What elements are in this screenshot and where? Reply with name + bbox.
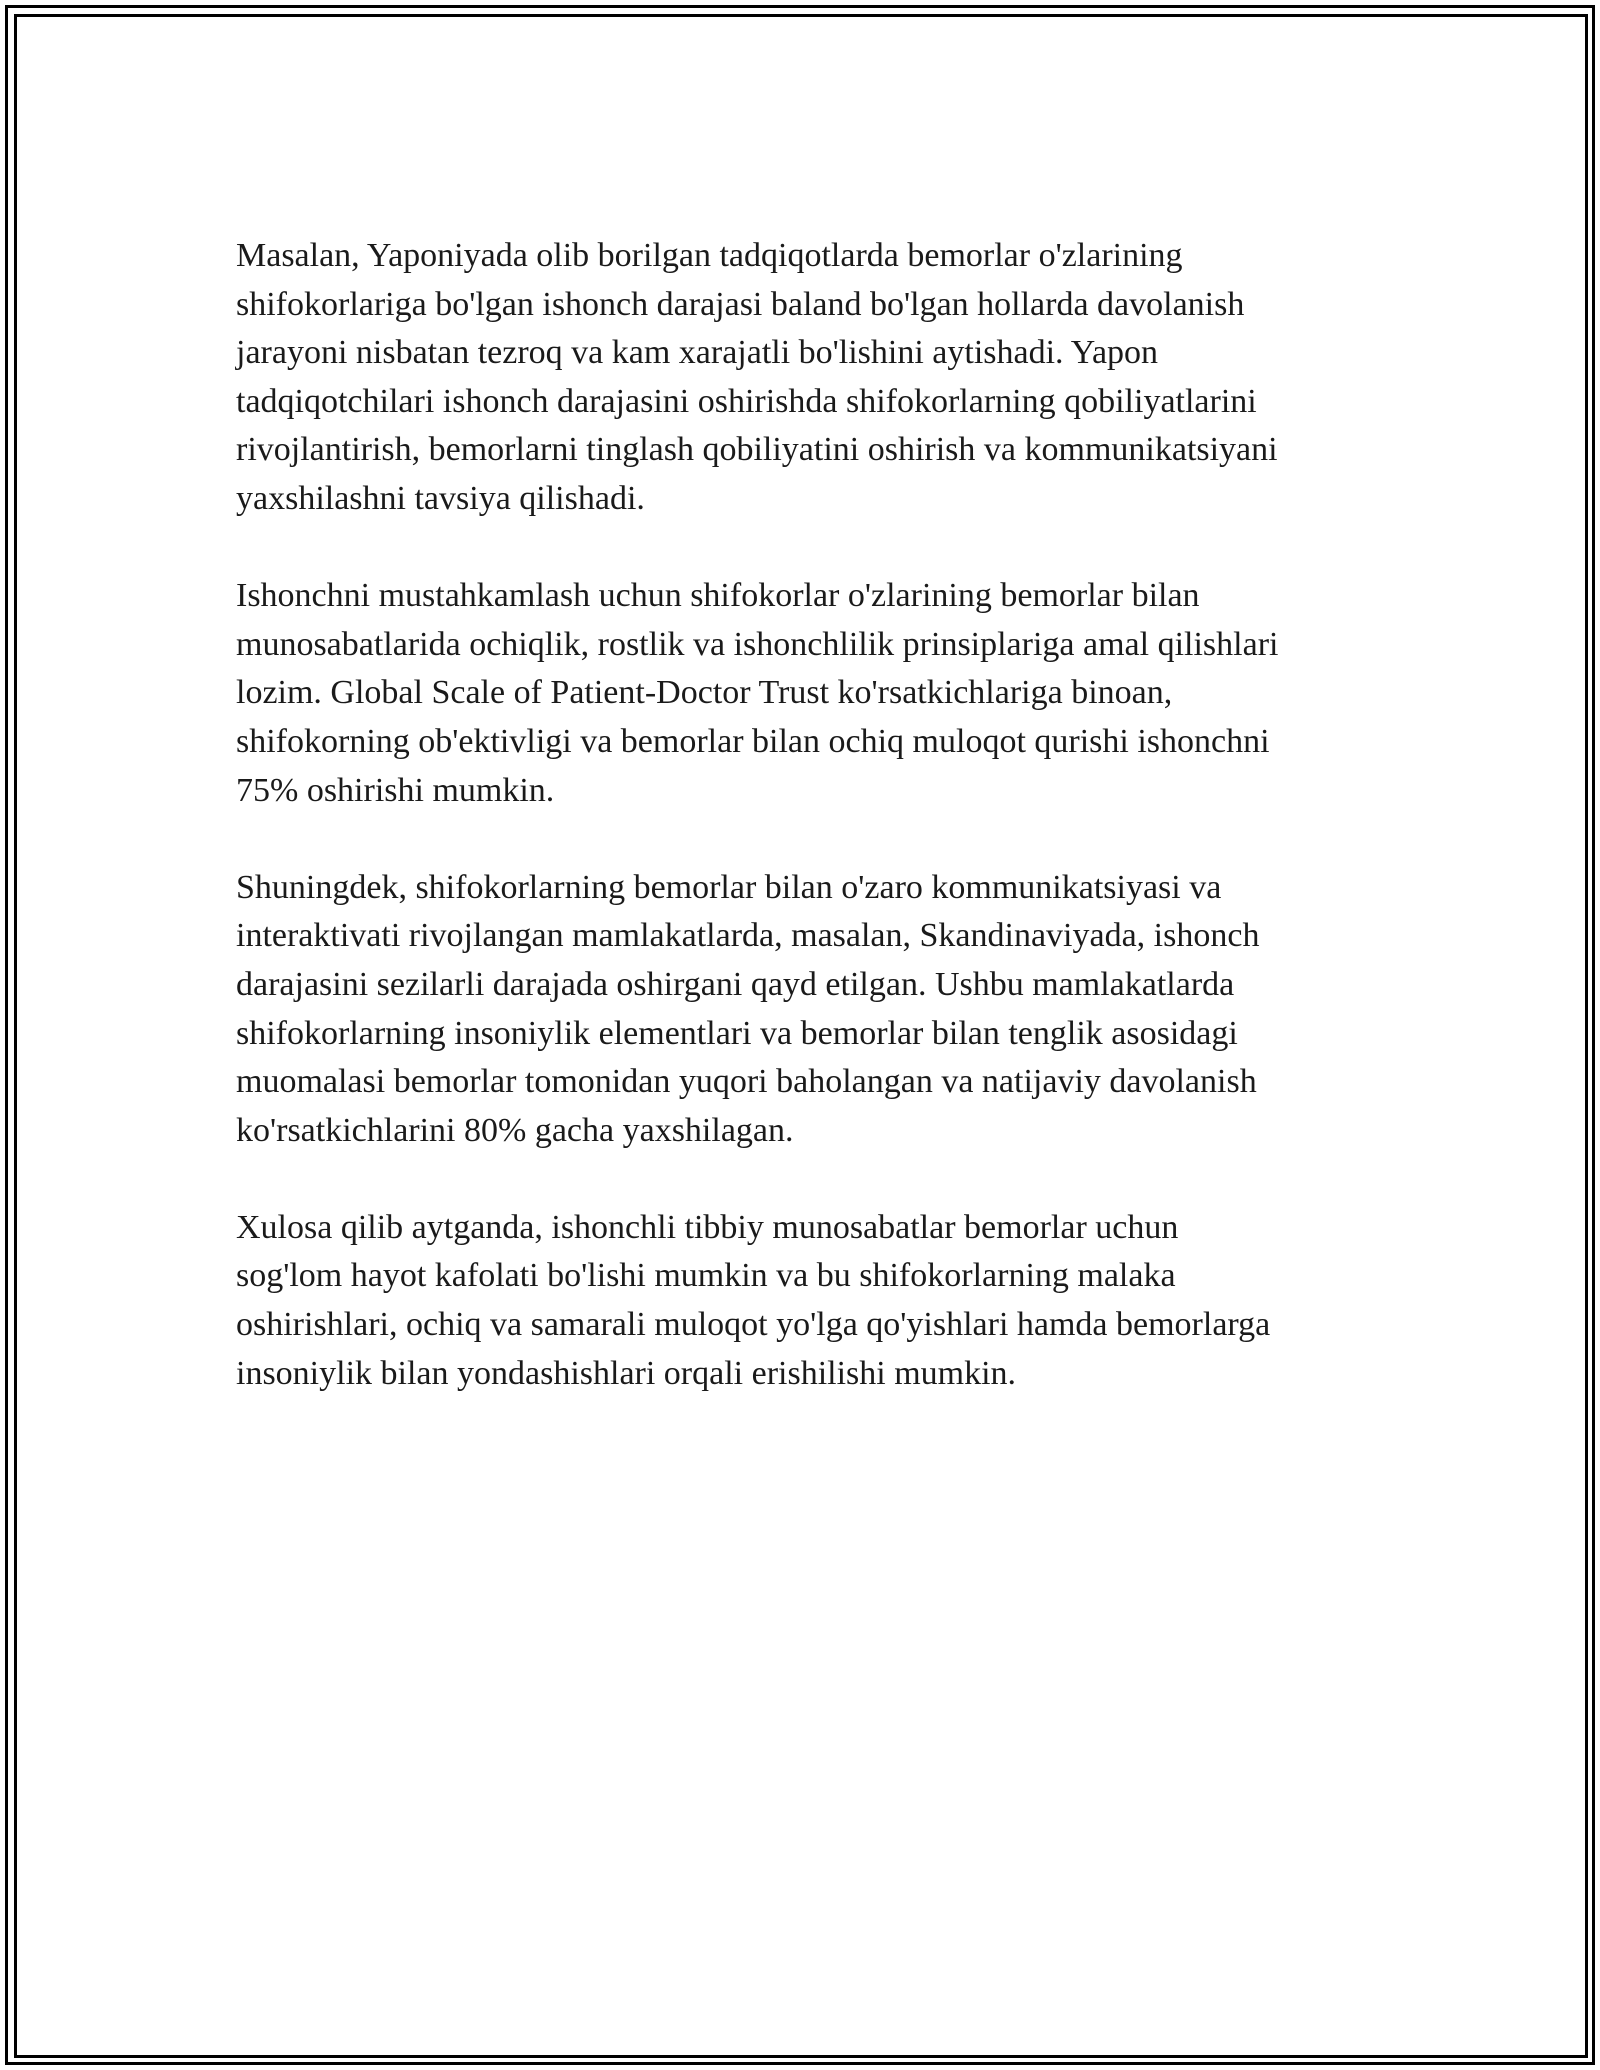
text-line: shifokorning ob'ektivligi va bemorlar bilan ochiq muloqot qurishi ishonchni xyxy=(236,722,1270,760)
text-line: muomalasi bemorlar tomonidan yuqori baholangan va natijaviy davolanish xyxy=(236,1063,1257,1101)
paragraph-scandinavia xyxy=(236,864,1368,1156)
text-line: Ishonchni mustahkamlash uchun shifokorlar o'zlarining bemorlar bilan xyxy=(236,577,1200,615)
document-body xyxy=(236,232,1368,1447)
text-line: rivojlantirish, bemorlarni tinglash qobiliyatini oshirish va kommunikatsiyani xyxy=(236,431,1278,469)
text-line: Xulosa qilib aytganda, ishonchli tibbiy munosabatlar bemorlar uchun xyxy=(236,1208,1179,1246)
text-line: yaxshilashni tavsiya qilishadi. xyxy=(236,479,645,517)
paragraph-conclusion xyxy=(236,1204,1368,1398)
text-line: shifokorlarning insoniylik elementlari va bemorlar bilan tenglik asosidagi xyxy=(236,1014,1238,1052)
text-line: Shuningdek, shifokorlarning bemorlar bilan o'zaro kommunikatsiyasi va xyxy=(236,868,1222,906)
paragraph-japan-study xyxy=(236,232,1368,524)
text-line: interaktivati rivojlangan mamlakatlarda, masalan, Skandinaviyada, ishonch xyxy=(236,917,1260,955)
text-line: lozim. Global Scale of Patient-Doctor Trust ko'rsatkichlariga binoan, xyxy=(236,674,1173,712)
text-line: jarayoni nisbatan tezroq va kam xarajatli bo'lishini aytishadi. Yapon xyxy=(236,334,1159,372)
text-line: munosabatlarida ochiqlik, rostlik va ishonchlilik prinsiplariga amal qilishlari xyxy=(236,625,1279,663)
text-line: tadqiqotchilari ishonch darajasini oshirishda shifokorlarning qobiliyatlarini xyxy=(236,382,1257,420)
text-line: shifokorlariga bo'lgan ishonch darajasi baland bo'lgan hollarda davolanish xyxy=(236,285,1245,323)
text-line: 75% oshirishi mumkin. xyxy=(236,771,555,809)
text-line: oshirishlari, ochiq va samarali muloqot yo'lga qo'yishlari hamda bemorlarga xyxy=(236,1306,1271,1344)
text-line: Masalan, Yaponiyada olib borilgan tadqiqotlarda bemorlar o'zlarining xyxy=(236,237,1183,274)
text-line: insoniylik bilan yondashishlari orqali erishilishi mumkin. xyxy=(236,1354,1017,1392)
paragraph-trust-principles xyxy=(236,572,1368,815)
text-line: darajasini sezilarli darajada oshirgani qayd etilgan. Ushbu mamlakatlarda xyxy=(236,965,1235,1003)
text-line: ko'rsatkichlarini 80% gacha yaxshilagan. xyxy=(236,1111,794,1149)
text-line: sog'lom hayot kafolati bo'lishi mumkin va bu shifokorlarning malaka xyxy=(236,1257,1176,1295)
